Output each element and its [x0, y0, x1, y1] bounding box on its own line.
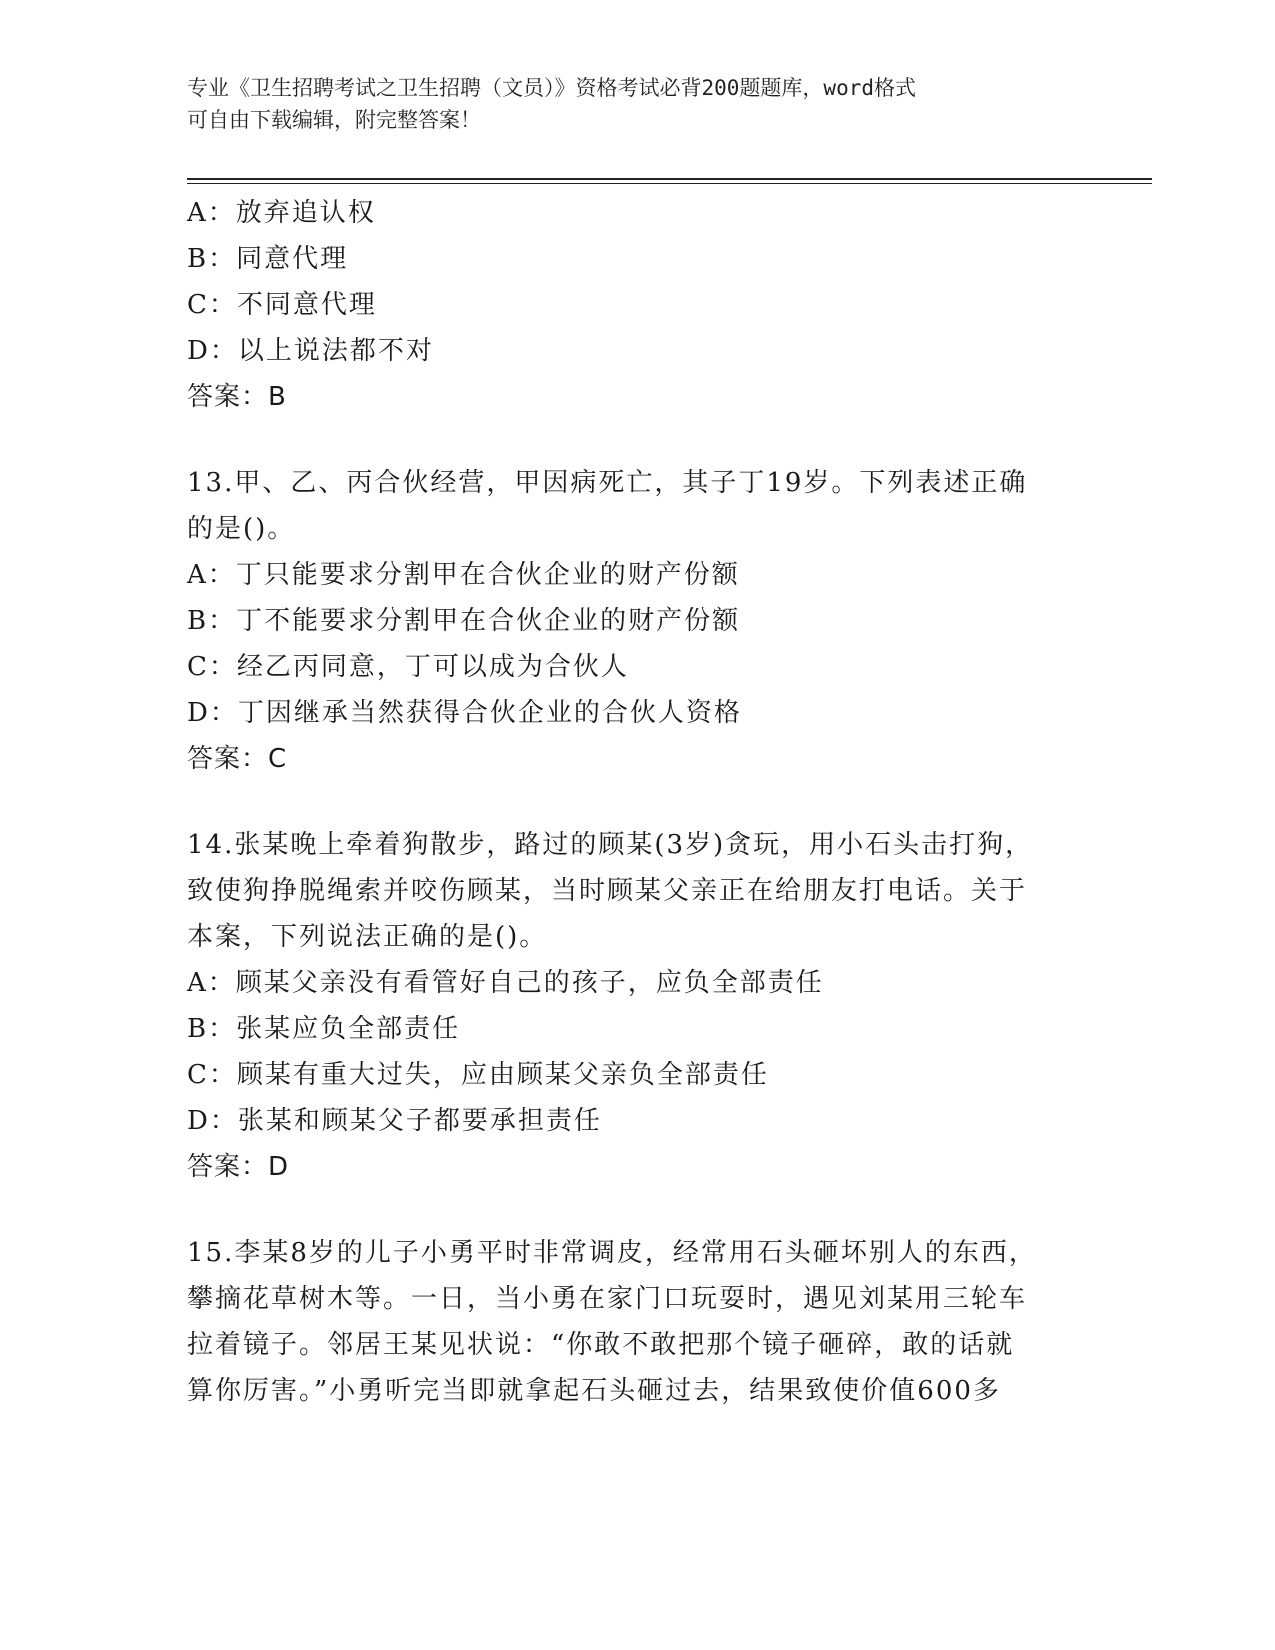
q14-stem-line-2: 致使狗挣脱绳索并咬伤顾某，当时顾某父亲正在给朋友打电话。关于 [187, 876, 1028, 906]
spacer [187, 1190, 1087, 1230]
header-line-1: 专业《卫生招聘考试之卫生招聘（文员）》资格考试必背200题题库，word格式 [187, 76, 916, 100]
q13-answer: 答案：C [187, 744, 288, 774]
q12-option-c: C：不同意代理 [187, 290, 377, 320]
q13-option-b: B：丁不能要求分割甲在合伙企业的财产份额 [187, 606, 741, 636]
q12-answer: 答案：B [187, 382, 287, 412]
document-header [187, 72, 1067, 136]
question-14-block [187, 822, 1087, 1190]
q14-answer: 答案：D [187, 1152, 290, 1182]
spacer [187, 782, 1087, 822]
q14-stem-line-1: 14.张某晚上牵着狗散步，路过的顾某(3岁)贪玩，用小石头击打狗， [187, 830, 1034, 860]
q14-option-b: B：张某应负全部责任 [187, 1014, 461, 1044]
header-rule-thin [187, 183, 1152, 184]
question-13-block [187, 460, 1087, 782]
question-15-block [187, 1230, 1087, 1414]
q14-option-a: A：顾某父亲没有看管好自己的孩子，应负全部责任 [187, 968, 824, 998]
q13-option-a: A：丁只能要求分割甲在合伙企业的财产份额 [187, 560, 740, 590]
question-12-block [187, 190, 1087, 420]
q15-stem-line-2: 攀摘花草树木等。一日，当小勇在家门口玩耍时，遇见刘某用三轮车 [187, 1284, 1028, 1314]
q14-stem-line-3: 本案，下列说法正确的是()。 [187, 922, 548, 952]
q12-option-d: D：以上说法都不对 [187, 336, 434, 366]
q13-stem-line-2: 的是()。 [187, 514, 296, 544]
q14-option-c: C：顾某有重大过失，应由顾某父亲负全部责任 [187, 1060, 769, 1090]
q15-stem-line-1: 15.李某8岁的儿子小勇平时非常调皮，经常用石头砸坏别人的东西， [187, 1238, 1037, 1268]
q13-stem-line-1: 13.甲、乙、丙合伙经营，甲因病死亡，其子丁19岁。下列表述正确 [187, 468, 1028, 498]
document-body [187, 190, 1087, 1414]
header-line-2: 可自由下载编辑，附完整答案！ [187, 108, 481, 132]
q15-stem-line-4: 算你厉害。”小勇听完当即就拿起石头砸过去，结果致使价值600多 [187, 1376, 1001, 1406]
spacer [187, 420, 1087, 460]
q12-option-b: B：同意代理 [187, 244, 349, 274]
q13-option-c: C：经乙丙同意，丁可以成为合伙人 [187, 652, 629, 682]
q13-option-d: D：丁因继承当然获得合伙企业的合伙人资格 [187, 698, 742, 728]
q12-option-a: A：放弃追认权 [187, 198, 376, 228]
q14-option-d: D：张某和顾某父子都要承担责任 [187, 1106, 602, 1136]
q15-stem-line-3: 拉着镜子。邻居王某见状说：“你敢不敢把那个镜子砸碎，敢的话就 [187, 1330, 1015, 1360]
header-rule-thick [187, 178, 1152, 180]
